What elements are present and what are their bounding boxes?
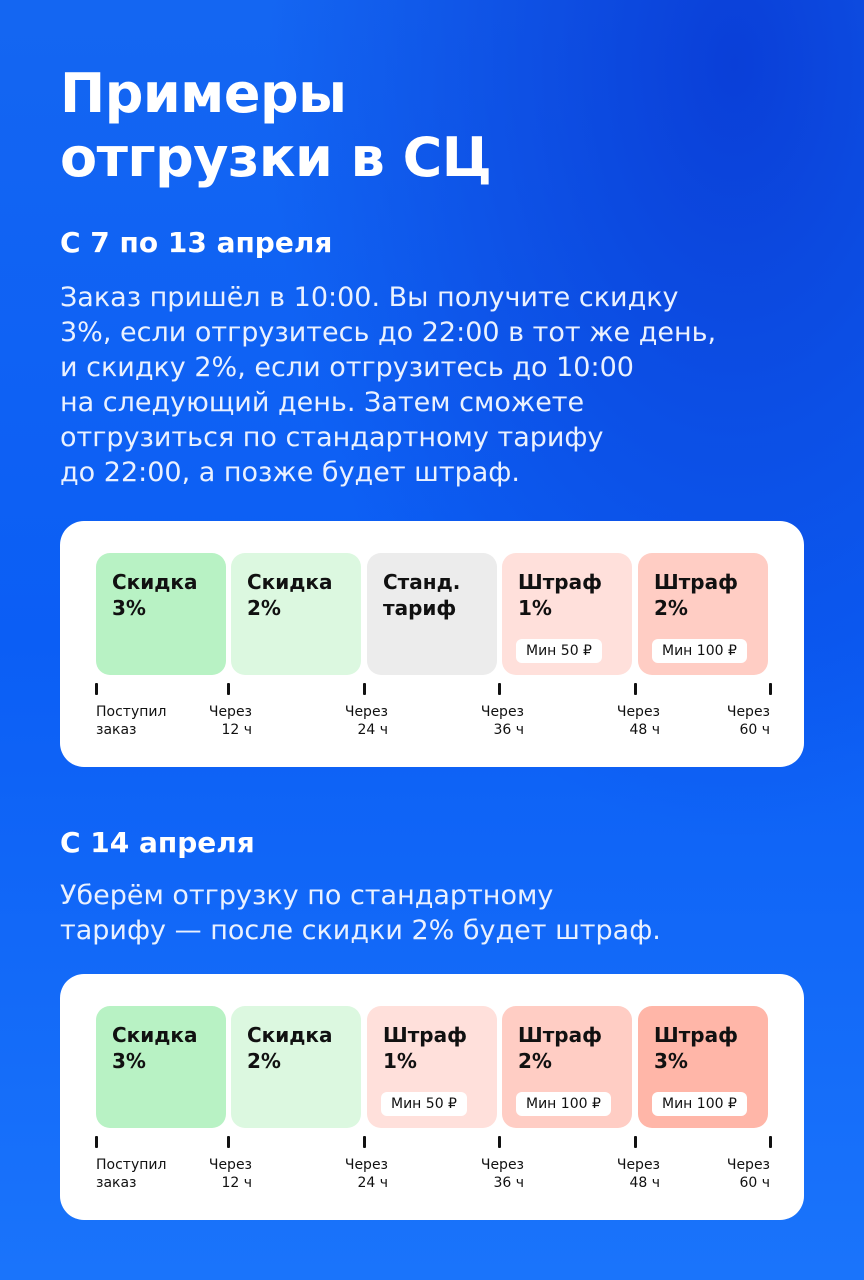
- timeline-tick: [634, 1136, 637, 1148]
- timeline-label-line: Через: [726, 704, 770, 720]
- period-block: [231, 1006, 361, 1128]
- timeline-label-line: 60 ч: [739, 722, 770, 738]
- page-title: [60, 62, 491, 190]
- timeline-label: [288, 703, 388, 739]
- timeline-tick: [769, 1136, 772, 1148]
- timeline-label: [424, 1156, 524, 1192]
- timeline-label: [670, 703, 770, 739]
- section2-text: [60, 878, 661, 948]
- period-rate: тариф: [383, 596, 457, 620]
- timeline-label-line: 60 ч: [739, 1175, 770, 1191]
- timeline-tick: [95, 1136, 98, 1148]
- timeline-tick: [634, 683, 637, 695]
- period-block: [502, 553, 632, 675]
- timeline-tick: [363, 683, 366, 695]
- min-fee-badge: Мин 50 ₽: [381, 1092, 467, 1116]
- timeline-tick: [227, 683, 230, 695]
- period-label: Станд.: [383, 570, 461, 594]
- text-line: тарифу — после скидки 2% будет штраф.: [60, 915, 661, 946]
- period-rate: 1%: [383, 1049, 417, 1073]
- section1-text: [60, 280, 716, 490]
- period-label: Штраф: [654, 570, 738, 594]
- timeline-label-line: Поступил: [96, 1157, 167, 1173]
- text-line: 3%, если отгрузитесь до 22:00 в тот же день,: [60, 317, 717, 348]
- period-label: Штраф: [518, 570, 602, 594]
- period-label: Скидка: [247, 1023, 333, 1047]
- timeline-label-line: Поступил: [96, 704, 167, 720]
- timeline-label-line: заказ: [96, 1175, 137, 1191]
- timeline-tick: [498, 1136, 501, 1148]
- text-line: Уберём отгрузку по стандартному: [60, 880, 554, 911]
- timeline-tick: [227, 1136, 230, 1148]
- timeline-label: [152, 703, 252, 739]
- timeline-label: [424, 703, 524, 739]
- period-block: [231, 553, 361, 675]
- timeline-label-line: Через: [344, 1157, 388, 1173]
- timeline-label-line: Через: [480, 1157, 524, 1173]
- page-title-line: Примеры: [60, 62, 347, 125]
- timeline-label-line: Через: [344, 704, 388, 720]
- period-label: Штраф: [654, 1023, 738, 1047]
- timeline-label: [152, 1156, 252, 1192]
- text-line: Заказ пришёл в 10:00. Вы получите скидку: [60, 282, 679, 313]
- timeline-label-line: 36 ч: [493, 1175, 524, 1191]
- timeline-label-line: 12 ч: [221, 722, 252, 738]
- period-label: Скидка: [112, 570, 198, 594]
- text-line: до 22:00, а позже будет штраф.: [60, 457, 520, 488]
- timeline-label-line: Через: [616, 1157, 660, 1173]
- page-title-line: отгрузки в СЦ: [60, 126, 492, 189]
- min-fee-badge: Мин 100 ₽: [652, 639, 747, 663]
- period-rate: 2%: [247, 596, 281, 620]
- timeline-label-line: 24 ч: [357, 722, 388, 738]
- timeline-tick: [769, 683, 772, 695]
- period-block: [638, 553, 768, 675]
- min-fee-badge: Мин 50 ₽: [516, 639, 602, 663]
- timeline-label-line: 36 ч: [493, 722, 524, 738]
- period-rate: 3%: [112, 1049, 146, 1073]
- min-fee-badge: Мин 100 ₽: [516, 1092, 611, 1116]
- timeline-tick: [498, 683, 501, 695]
- period-label: Скидка: [247, 570, 333, 594]
- period-rate: 3%: [654, 1049, 688, 1073]
- timeline-label-line: Через: [208, 1157, 252, 1173]
- timeline-label: [560, 1156, 660, 1192]
- timeline-label-line: 48 ч: [629, 1175, 660, 1191]
- timeline-label-line: 48 ч: [629, 722, 660, 738]
- timeline-label-line: 24 ч: [357, 1175, 388, 1191]
- timeline-card-2: [60, 974, 804, 1220]
- period-rate: 2%: [654, 596, 688, 620]
- timeline-card-1: [60, 521, 804, 767]
- period-label: Штраф: [518, 1023, 602, 1047]
- text-line: отгрузиться по стандартному тарифу: [60, 422, 604, 453]
- period-rate: 1%: [518, 596, 552, 620]
- period-label: Скидка: [112, 1023, 198, 1047]
- timeline-tick: [95, 683, 98, 695]
- period-block: [96, 553, 226, 675]
- period-rate: 2%: [518, 1049, 552, 1073]
- min-fee-badge: Мин 100 ₽: [652, 1092, 747, 1116]
- period-block: [367, 553, 497, 675]
- text-line: и скидку 2%, если отгрузитесь до 10:00: [60, 352, 634, 383]
- timeline-label-line: Через: [480, 704, 524, 720]
- period-block: [638, 1006, 768, 1128]
- timeline-label: [670, 1156, 770, 1192]
- period-rate: 2%: [247, 1049, 281, 1073]
- timeline-label: [560, 703, 660, 739]
- section1-heading: С 7 по 13 апреля: [60, 226, 333, 259]
- timeline-label-line: Через: [616, 704, 660, 720]
- period-block: [502, 1006, 632, 1128]
- period-rate: 3%: [112, 596, 146, 620]
- timeline-label-line: Через: [208, 704, 252, 720]
- text-line: на следующий день. Затем сможете: [60, 387, 585, 418]
- timeline-label-line: Через: [726, 1157, 770, 1173]
- period-label: Штраф: [383, 1023, 467, 1047]
- timeline-label: [288, 1156, 388, 1192]
- timeline-tick: [363, 1136, 366, 1148]
- period-block: [367, 1006, 497, 1128]
- timeline-label-line: 12 ч: [221, 1175, 252, 1191]
- section2-heading: С 14 апреля: [60, 826, 255, 859]
- period-block: [96, 1006, 226, 1128]
- timeline-label-line: заказ: [96, 722, 137, 738]
